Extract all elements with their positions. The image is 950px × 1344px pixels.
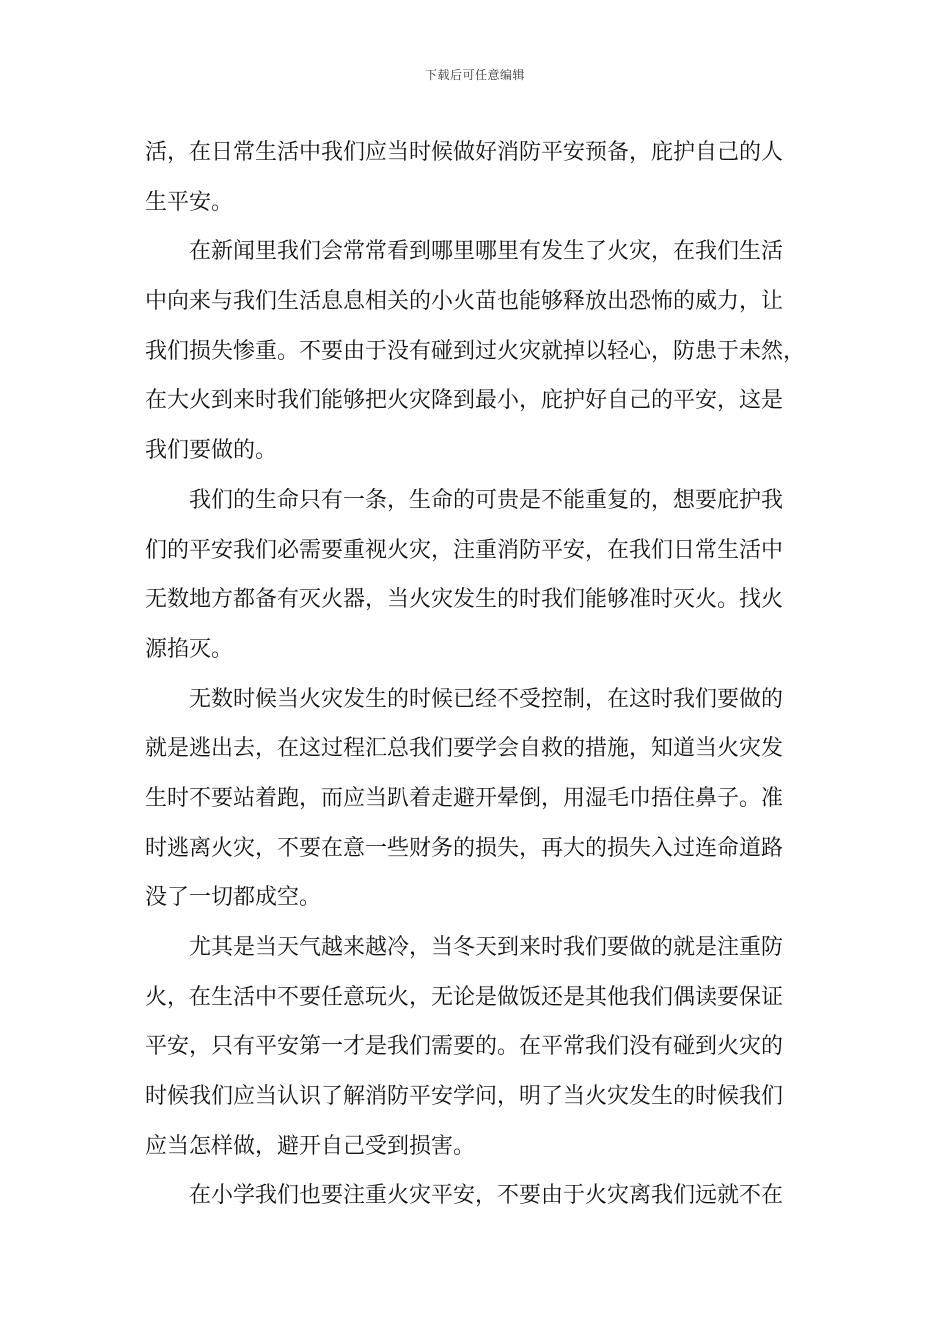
page-header: 下载后可任意编辑 bbox=[424, 68, 525, 82]
paragraph-start-line: 无数时候当火灾发生的时候已经不受控制，在这时我们要做的 bbox=[189, 686, 784, 712]
document-body bbox=[145, 128, 805, 1221]
paragraph-start-line: 在新闻里我们会常常看到哪里哪里有发生了火灾，在我们生活 bbox=[189, 239, 784, 265]
text-line: 火，在生活中不要任意玩火，无论是做饭还是其他我们偶读要保证 bbox=[145, 984, 784, 1010]
paragraph-start-line: 我们的生命只有一条，生命的可贵是不能重复的，想要庇护我 bbox=[189, 487, 784, 513]
text-line: 就是逃出去，在这过程汇总我们要学会自救的措施，知道当火灾发 bbox=[145, 736, 784, 762]
paragraph-start-line: 在小学我们也要注重火灾平安，不要由于火灾离我们远就不在 bbox=[189, 1183, 784, 1209]
text-line: 时候我们应当认识了解消防平安学问，明了当火灾发生的时候我们 bbox=[145, 1084, 784, 1110]
paragraph-start-line: 尤其是当天气越来越冷，当冬天到来时我们要做的就是注重防 bbox=[189, 935, 784, 960]
text-line: 中向来与我们生活息息相关的小火苗也能够释放出恐怖的威力，让 bbox=[145, 289, 784, 315]
text-line: 我们要做的。 bbox=[145, 438, 278, 464]
text-line: 时逃离火灾，不要在意一些财务的损失，再大的损失入过连命道路 bbox=[145, 835, 784, 861]
text-line: 应当怎样做，避开自己受到损害。 bbox=[145, 1133, 476, 1159]
text-line: 没了一切都成空。 bbox=[145, 885, 322, 911]
text-line: 们的平安我们必需要重视火灾，注重消防平安，在我们日常生活中 bbox=[145, 537, 784, 563]
text-line: 源掐灭。 bbox=[145, 636, 234, 662]
text-line: 生平安。 bbox=[145, 189, 234, 215]
text-line: 在大火到来时我们能够把火灾降到最小，庇护好自己的平安，这是 bbox=[145, 388, 784, 414]
text-line: 活，在日常生活中我们应当时候做好消防平安预备，庇护自己的人 bbox=[145, 140, 784, 165]
text-line: 平安，只有平安第一才是我们需要的。在平常我们没有碰到火灾的 bbox=[145, 1034, 784, 1060]
text-line: 我们损失惨重。不要由于没有碰到过火灾就掉以轻心，防患于未然， bbox=[145, 338, 805, 364]
text-line: 无数地方都备有灭火器，当火灾发生的时我们能够准时灭火。找火 bbox=[145, 587, 784, 613]
text-line: 生时不要站着跑，而应当趴着走避开晕倒，用湿毛巾捂住鼻子。准 bbox=[145, 785, 784, 811]
